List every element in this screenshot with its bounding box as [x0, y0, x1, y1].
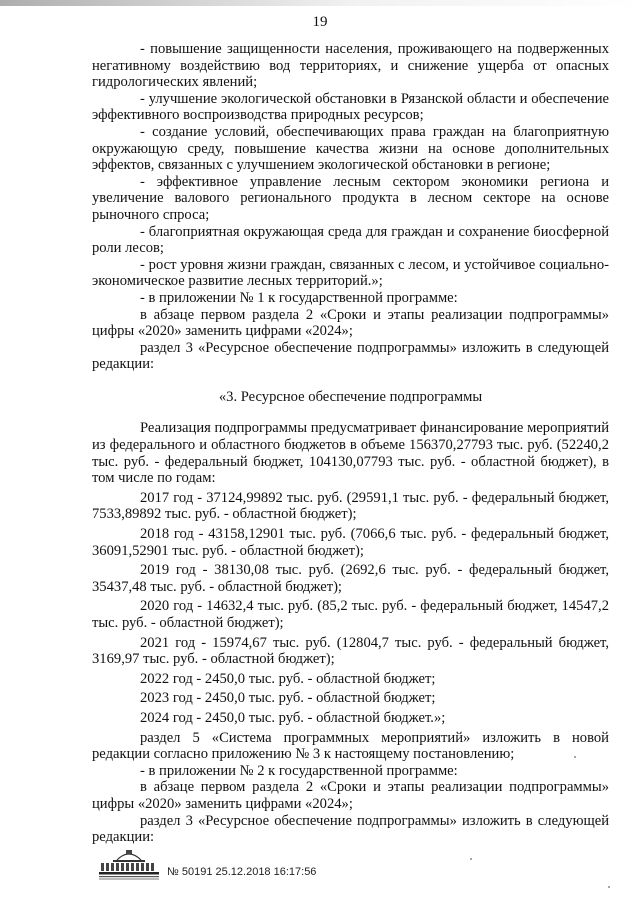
paragraph-year-2019: 2019 год - 38130,08 тыс. руб. (2692,6 тыс. руб. - федеральный бюджет, 35437,48 тыс. руб. - областной бюджет);	[92, 562, 609, 595]
registration-stamp-icon	[97, 846, 161, 882]
document-body	[92, 41, 609, 846]
paragraph-year-2022: 2022 год - 2450,0 тыс. руб. - областной бюджет;	[140, 670, 436, 687]
document-footer	[97, 846, 517, 886]
paragraph-appendix-2: - в приложении № 2 к государственной программе:	[140, 762, 458, 779]
paragraph-ecology: - улучшение экологической обстановки в Рязанской области и обеспечение эффективного воспроизводства природных ресурсов;	[92, 90, 609, 124]
paragraph-year-2024: 2024 год - 2450,0 тыс. руб. - областной бюджет.»;	[140, 709, 446, 726]
paragraph-forest-sector: - эффективное управление лесным сектором экономики региона и увеличение валового регионального продукта в лесном секторе на основе рыночного спроса;	[92, 173, 609, 223]
scan-speck	[574, 756, 576, 758]
scan-edge-shadow	[0, 0, 640, 6]
section-heading: «3. Ресурсное обеспечение подпрограммы	[218, 388, 483, 405]
paragraph-section-2-change-appendix-2: в абзаце первом раздела 2 «Сроки и этапы реализации подпрограммы» цифры «2020» заменить цифрами «2024»;	[92, 779, 609, 812]
paragraph-year-2023: 2023 год - 2450,0 тыс. руб. - областной бюджет;	[140, 690, 436, 707]
paragraph-year-2017: 2017 год - 37124,99892 тыс. руб. (29591,1 тыс. руб. - федеральный бюджет, 7533,89892 тыс. руб. - областной бюджет);	[92, 489, 609, 523]
paragraph-section-3-intro: раздел 3 «Ресурсное обеспечение подпрограммы» изложить в следующей редакции:	[92, 339, 609, 373]
paragraph-section-2-change: в абзаце первом раздела 2 «Сроки и этапы реализации подпрограммы» цифры «2020» заменить цифрами «2024»;	[92, 306, 609, 340]
paragraph-protection: - повышение защищенности населения, проживающего на подверженных негативному воздействию вод территориях, и снижение ущерба от опасных гидрологических явлений;	[92, 41, 609, 91]
paragraph-year-2021: 2021 год - 15974,67 тыс. руб. (12804,7 тыс. руб. - федеральный бюджет, 3169,97 тыс. руб. - областной бюджет);	[92, 634, 609, 668]
paragraph-environment: - благоприятная окружающая среда для граждан и сохранение биосферной роли лесов;	[92, 223, 609, 257]
paragraph-year-2018: 2018 год - 43158,12901 тыс. руб. (7066,6 тыс. руб. - федеральный бюджет, 36091,52901 тыс. руб. - областной бюджет);	[92, 526, 609, 559]
document-id: № 50191 25.12.2018 16:17:56	[167, 866, 317, 878]
paragraph-living-standard: - рост уровня жизни граждан, связанных с лесом, и устойчивое социально-экономическое развитие лесных территорий.»;	[92, 256, 609, 290]
paragraph-section-5: раздел 5 «Система программных мероприятий» изложить в новой редакции согласно приложению № 3 к настоящему постановлению;	[92, 729, 609, 763]
paragraph-appendix-1: - в приложении № 1 к государственной программе:	[140, 289, 458, 306]
paragraph-conditions: - создание условий, обеспечивающих права граждан на благоприятную окружающую среду, повышение качества жизни на основе дополнительных эффектов, связанных с улучшением экологической обстановки в регионе;	[92, 123, 609, 174]
paragraph-funding-total: Реализация подпрограммы предусматривает финансирование мероприятий из федерального и областного бюджетов в объеме 156370,27793 тыс. руб. (52240,2 тыс. руб. - федеральный бюджет, 104130,07793 тыс. руб. - областной бюджет), в том числе по годам:	[92, 420, 609, 487]
scan-speck	[608, 886, 610, 888]
paragraph-year-2020: 2020 год - 14632,4 тыс. руб. (85,2 тыс. руб. - федеральный бюджет, 14547,2 тыс. руб. - областной бюджет);	[92, 598, 609, 631]
paragraph-section-3-intro-appendix-2: раздел 3 «Ресурсное обеспечение подпрограммы» изложить в следующей редакции:	[92, 812, 609, 846]
page-number: 19	[312, 14, 328, 30]
scan-speck	[470, 858, 472, 860]
